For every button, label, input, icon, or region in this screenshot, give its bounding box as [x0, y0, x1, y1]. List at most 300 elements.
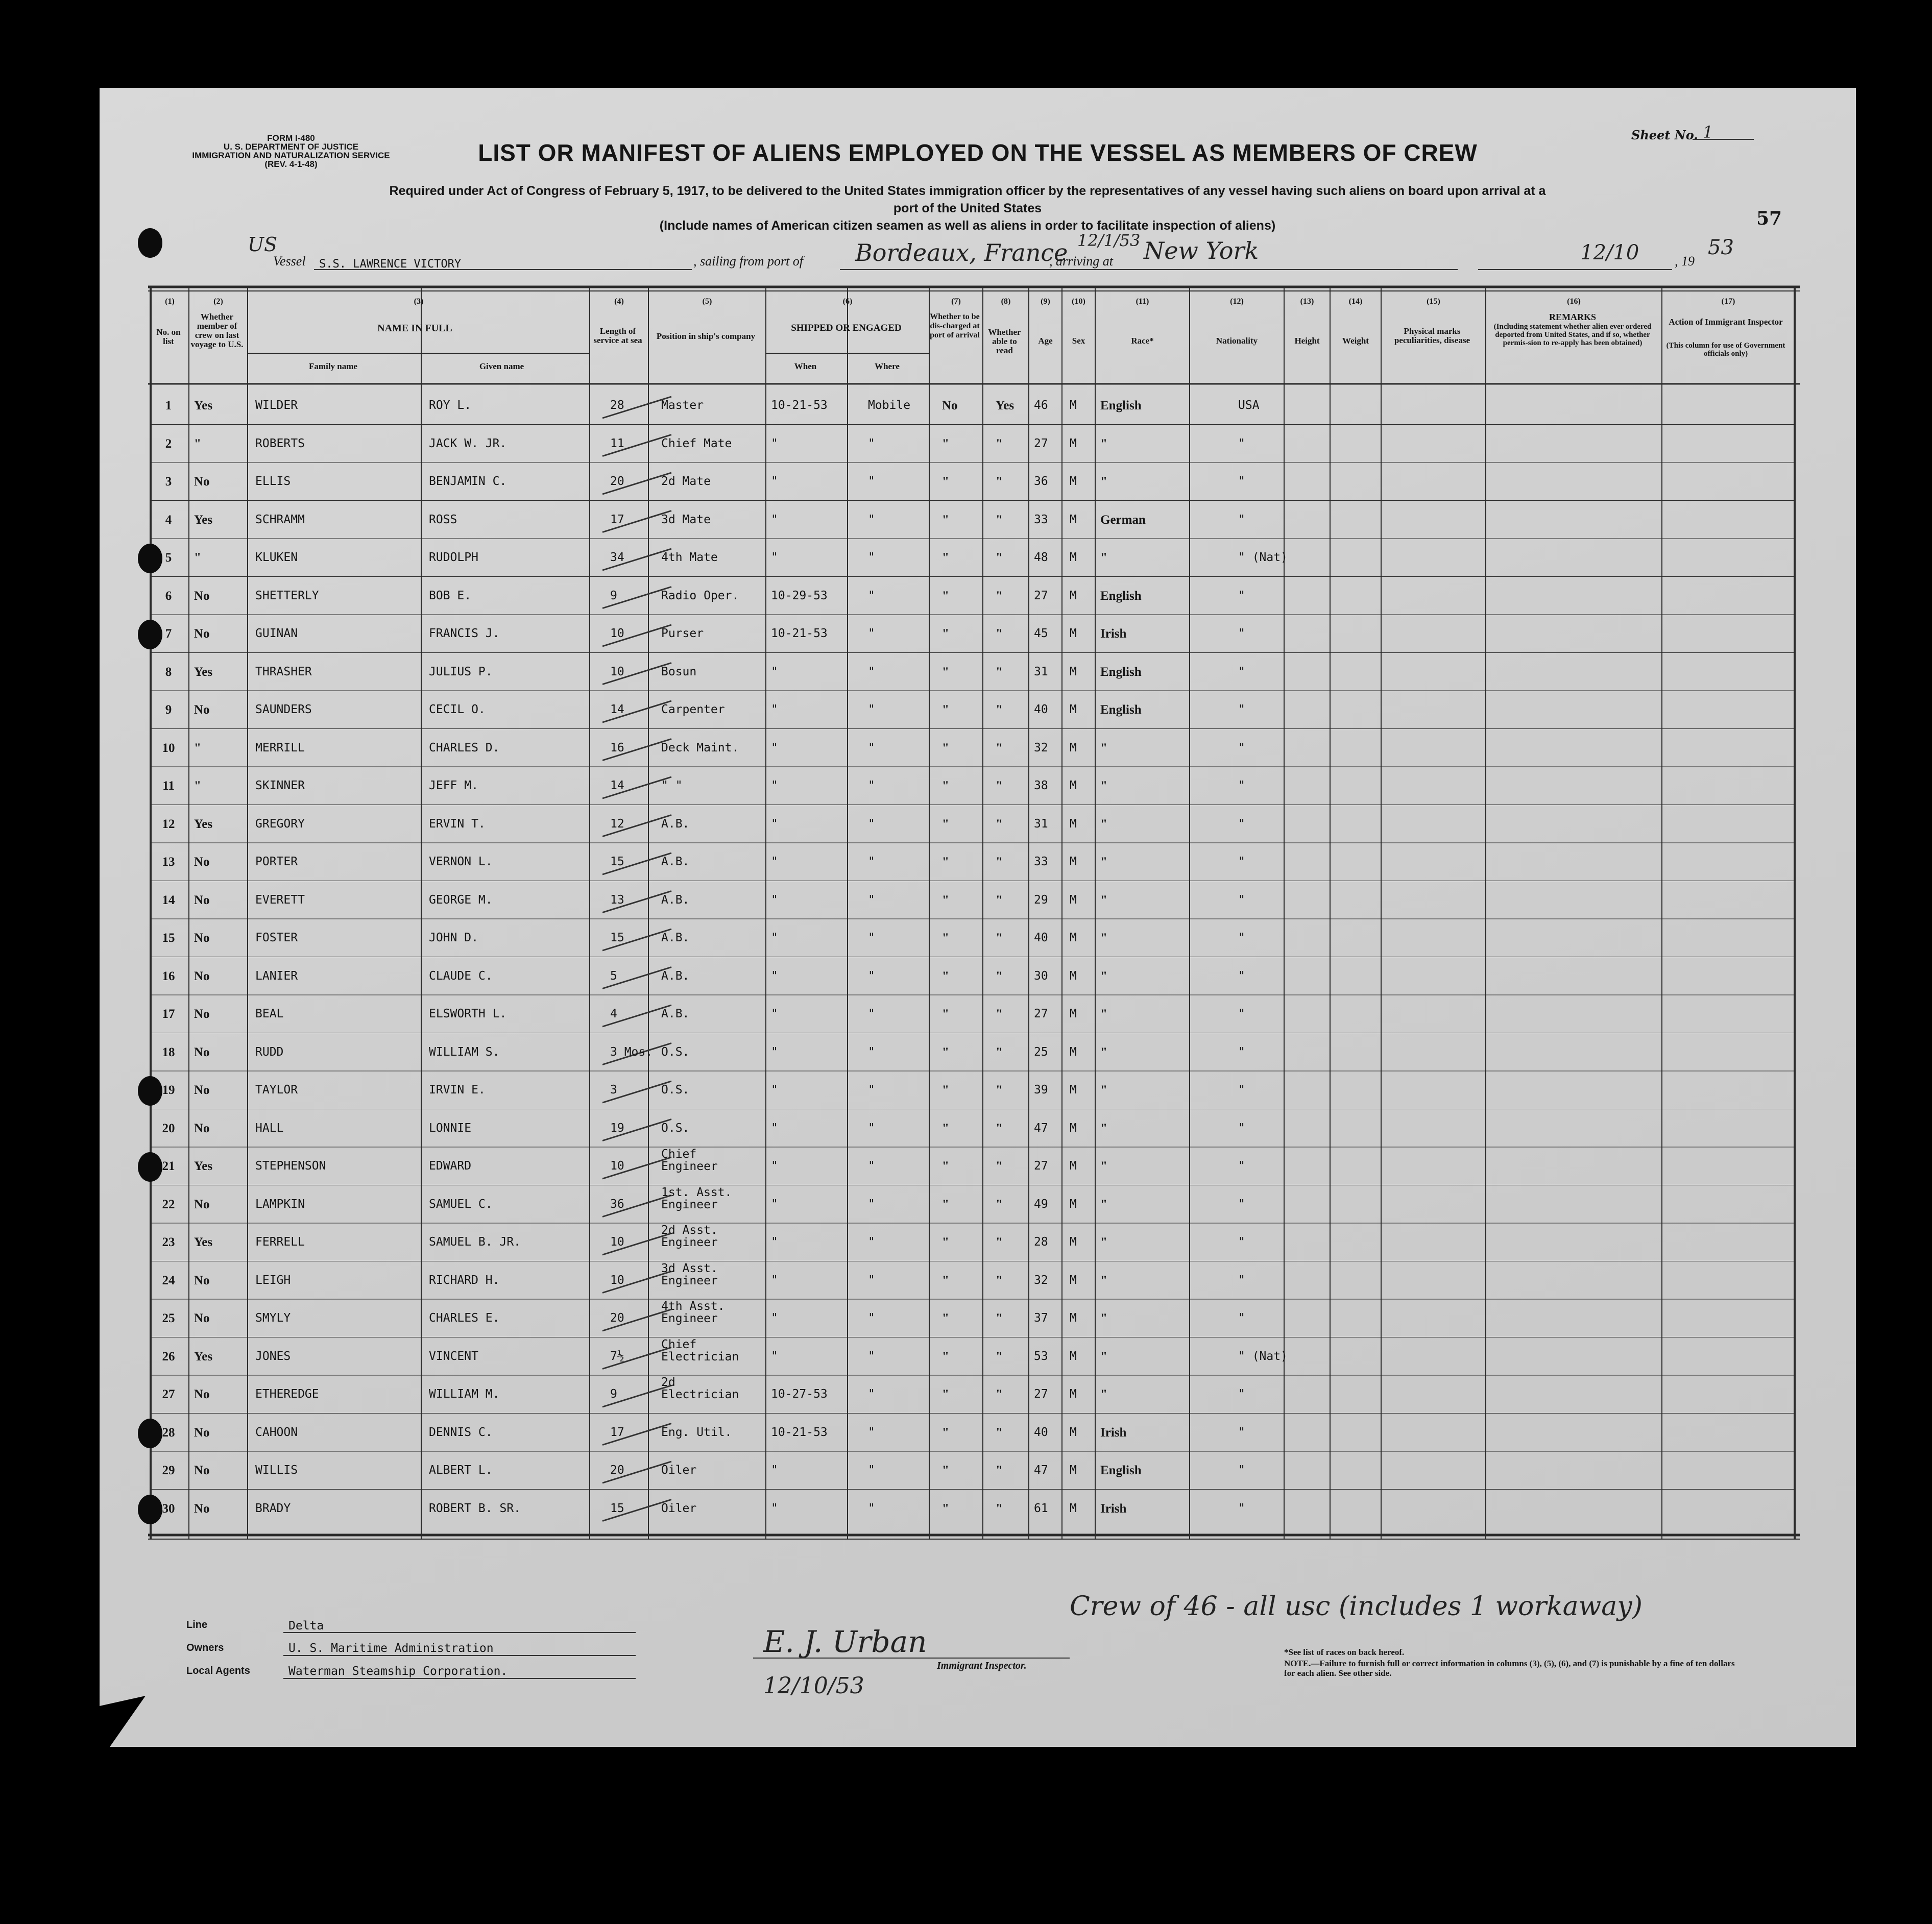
- owners-label: Owners: [186, 1642, 224, 1653]
- cell-age: 27: [1034, 436, 1048, 450]
- cell-no: 19: [162, 1083, 175, 1097]
- cell-sex: M: [1070, 627, 1077, 640]
- cell-no: 16: [162, 969, 175, 983]
- cell-family: LAMPKIN: [255, 1197, 305, 1211]
- cell-given: RUDOLPH: [429, 551, 478, 564]
- cell-prev: No: [194, 969, 210, 983]
- cell-family: GUINAN: [255, 627, 298, 640]
- cell-where: ": [868, 1501, 875, 1515]
- cell-length: 28: [610, 399, 624, 412]
- cell-discharged: ": [942, 551, 949, 565]
- punch-hole: [138, 1152, 162, 1182]
- cell-age: 33: [1034, 855, 1048, 868]
- cell-no: 20: [162, 1121, 175, 1135]
- cell-when: ": [771, 1197, 778, 1211]
- cell-sex: M: [1070, 1349, 1077, 1363]
- cell-nationality: ": [1238, 1501, 1245, 1515]
- cell-position: 4th Asst. Engineer: [661, 1300, 725, 1325]
- cell-position: 1st. Asst. Engineer: [661, 1185, 732, 1211]
- cell-given: CHARLES E.: [429, 1311, 500, 1325]
- cell-when: ": [771, 969, 778, 983]
- cell-where: ": [868, 779, 875, 792]
- cell-when: ": [771, 855, 778, 868]
- column-number: (15): [1427, 297, 1440, 306]
- cell-discharged: ": [942, 1007, 949, 1021]
- cell-sex: M: [1070, 741, 1077, 754]
- cell-when: ": [771, 1007, 778, 1020]
- cell-family: LEIGH: [255, 1273, 291, 1287]
- cell-read: ": [996, 665, 1003, 679]
- department-name: U. S. DEPARTMENT OF JUSTICE: [223, 142, 359, 152]
- cell-race: ": [1100, 1083, 1107, 1097]
- cell-prev: No: [194, 1387, 210, 1401]
- cell-prev: No: [194, 627, 210, 641]
- cell-where: Mobile: [868, 399, 911, 412]
- cell-when: ": [771, 1121, 778, 1135]
- cell-family: RUDD: [255, 1045, 284, 1059]
- cell-read: ": [996, 551, 1003, 565]
- cell-read: ": [996, 1464, 1003, 1477]
- cell-no: 30: [162, 1501, 175, 1516]
- punch-hole: [138, 620, 162, 649]
- column-number: (17): [1721, 297, 1735, 306]
- cell-position: 2d Electrician: [661, 1376, 739, 1401]
- cell-prev: No: [194, 1121, 210, 1135]
- cell-position: A.B.: [661, 931, 690, 944]
- cell-when: ": [771, 817, 778, 831]
- cell-no: 23: [162, 1235, 175, 1249]
- cell-read: ": [996, 1425, 1003, 1440]
- cell-read: ": [996, 589, 1003, 603]
- cell-length: 12: [610, 817, 624, 831]
- cell-where: ": [868, 1045, 875, 1059]
- cell-family: FERRELL: [255, 1235, 305, 1249]
- cell-race: ": [1100, 1121, 1107, 1135]
- cell-race: ": [1100, 1197, 1107, 1211]
- cell-discharged: ": [942, 1425, 949, 1440]
- cell-sex: M: [1070, 513, 1077, 526]
- cell-race: ": [1100, 1311, 1107, 1325]
- cell-nationality: ": [1238, 1235, 1245, 1249]
- cell-where: ": [868, 475, 875, 488]
- cell-age: 38: [1034, 779, 1048, 792]
- cell-discharged: ": [942, 1311, 949, 1325]
- cell-where: ": [868, 1311, 875, 1325]
- cell-length: 15: [610, 931, 624, 944]
- cell-discharged: ": [942, 893, 949, 907]
- cell-family: KLUKEN: [255, 551, 298, 564]
- cell-no: 15: [162, 931, 175, 945]
- cell-discharged: ": [942, 817, 949, 831]
- cell-nationality: ": [1238, 1045, 1245, 1059]
- cell-when: 10-29-53: [771, 589, 828, 602]
- page-number: 57: [1756, 208, 1782, 229]
- cell-family: GREGORY: [255, 817, 305, 831]
- cell-given: BENJAMIN C.: [429, 475, 507, 488]
- cell-position: 3d Mate: [661, 513, 711, 526]
- cell-no: 24: [162, 1273, 175, 1287]
- cell-when: ": [771, 1083, 778, 1097]
- cell-race: English: [1100, 665, 1142, 679]
- cell-discharged: ": [942, 436, 949, 451]
- fine-note: NOTE.—Failure to furnish full or correct information in columns (3), (5), (6), and (7) is punishable by a fine of ten dollars for each alien. See other side.: [1284, 1659, 1735, 1678]
- cell-sex: M: [1070, 703, 1077, 716]
- cell-where: ": [868, 1273, 875, 1287]
- cell-position: Oiler: [661, 1501, 697, 1515]
- cell-discharged: ": [942, 1235, 949, 1249]
- header-physical: Physical marks peculiarities, disease: [1394, 326, 1470, 345]
- cell-prev: No: [194, 1007, 210, 1021]
- cell-no: 18: [162, 1045, 175, 1059]
- cell-read: ": [996, 627, 1003, 641]
- cell-age: 27: [1034, 1159, 1048, 1173]
- cell-where: ": [868, 1349, 875, 1363]
- cell-when: ": [771, 475, 778, 488]
- cell-when: 10-21-53: [771, 399, 828, 412]
- cell-given: ALBERT L.: [429, 1464, 493, 1477]
- cell-race: ": [1100, 551, 1107, 565]
- cell-when: ": [771, 665, 778, 678]
- cell-family: SMYLY: [255, 1311, 291, 1325]
- cell-given: WILLIAM S.: [429, 1045, 500, 1059]
- header-when: When: [794, 361, 817, 371]
- cell-nationality: " (Nat): [1238, 551, 1288, 564]
- header-sex: Sex: [1072, 336, 1085, 346]
- cell-age: 27: [1034, 1007, 1048, 1020]
- cell-no: 2: [165, 436, 172, 451]
- cell-position: Oiler: [661, 1464, 697, 1477]
- cell-race: ": [1100, 893, 1107, 907]
- cell-when: ": [771, 1464, 778, 1477]
- cell-age: 40: [1034, 703, 1048, 716]
- cell-where: ": [868, 703, 875, 716]
- cell-where: ": [868, 969, 875, 983]
- cell-read: ": [996, 1159, 1003, 1173]
- cell-race: ": [1100, 1235, 1107, 1249]
- cell-length: 3: [610, 1083, 617, 1097]
- cell-sex: M: [1070, 855, 1077, 868]
- cell-position: O.S.: [661, 1083, 690, 1097]
- cell-length: 19: [610, 1121, 624, 1135]
- cell-nationality: ": [1238, 1311, 1245, 1325]
- cell-race: ": [1100, 1349, 1107, 1363]
- cell-age: 45: [1034, 627, 1048, 640]
- cell-discharged: ": [942, 1273, 949, 1287]
- subtitle-line-1: Required under Act of Congress of February 5, 1917, to be delivered to the United States immigration officer by the representatives of any vessel having such aliens on board upon arrival at a: [389, 184, 1546, 198]
- cell-sex: M: [1070, 931, 1077, 944]
- cell-family: CAHOON: [255, 1425, 298, 1439]
- cell-family: SAUNDERS: [255, 703, 312, 716]
- cell-race: ": [1100, 741, 1107, 755]
- cell-nationality: ": [1238, 1425, 1245, 1439]
- header-position: Position in ship's company: [656, 331, 756, 341]
- header-action-note: (This column for use of Government officials only): [1666, 342, 1785, 358]
- cell-discharged: ": [942, 1387, 949, 1401]
- cell-given: ELSWORTH L.: [429, 1007, 507, 1020]
- cell-length: 16: [610, 741, 624, 754]
- cell-where: ": [868, 551, 875, 564]
- column-number: (14): [1348, 297, 1363, 306]
- cell-read: ": [996, 1387, 1003, 1401]
- cell-prev: No: [194, 1501, 210, 1516]
- sheet-label: Sheet No.: [1631, 128, 1698, 142]
- cell-position: O.S.: [661, 1045, 690, 1059]
- crew-note: Crew of 46 - all usc (includes 1 workaway): [1070, 1591, 1643, 1622]
- cell-discharged: ": [942, 703, 949, 717]
- cell-age: 28: [1034, 1235, 1048, 1249]
- cell-nationality: ": [1238, 1387, 1245, 1401]
- cell-where: ": [868, 1007, 875, 1020]
- cell-when: ": [771, 551, 778, 564]
- cell-prev: Yes: [194, 1349, 213, 1363]
- cell-length: 11: [610, 436, 624, 450]
- cell-sex: M: [1070, 1007, 1077, 1020]
- cell-race: ": [1100, 931, 1107, 945]
- cell-position: Carpenter: [661, 703, 725, 716]
- header-nationality: Nationality: [1216, 336, 1258, 346]
- cell-length: 3 Mos.: [610, 1045, 653, 1059]
- header-weight: Weight: [1342, 336, 1369, 346]
- cell-age: 27: [1034, 1387, 1048, 1401]
- cell-sex: M: [1070, 1121, 1077, 1135]
- cell-age: 31: [1034, 665, 1048, 678]
- cell-sex: M: [1070, 893, 1077, 907]
- cell-prev: Yes: [194, 665, 213, 679]
- cell-discharged: ": [942, 513, 949, 527]
- cell-length: 4: [610, 1007, 617, 1020]
- sheet-number: 1: [1703, 123, 1713, 142]
- column-number: (12): [1230, 297, 1244, 306]
- cell-when: 10-21-53: [771, 627, 828, 640]
- cell-nationality: ": [1238, 1121, 1245, 1135]
- cell-no: 21: [162, 1159, 175, 1173]
- cell-position: Chief Electrician: [661, 1337, 739, 1363]
- cell-nationality: ": [1238, 1083, 1245, 1097]
- cell-family: ETHEREDGE: [255, 1387, 319, 1401]
- cell-family: SCHRAMM: [255, 513, 305, 526]
- cell-family: WILLIS: [255, 1464, 298, 1477]
- cell-given: WILLIAM M.: [429, 1387, 500, 1401]
- cell-length: 34: [610, 551, 624, 564]
- cell-position: 3d Asst. Engineer: [661, 1261, 718, 1287]
- cell-family: MERRILL: [255, 741, 305, 754]
- cell-where: ": [868, 741, 875, 754]
- cell-when: ": [771, 436, 778, 450]
- cell-race: ": [1100, 436, 1107, 451]
- cell-prev: No: [194, 703, 210, 717]
- cell-position: Deck Maint.: [661, 741, 739, 754]
- header-remarks: REMARKS: [1549, 312, 1596, 322]
- form-revision: (REV. 4-1-48): [264, 159, 318, 169]
- arriving-port: New York: [1144, 237, 1259, 264]
- cell-given: ROSS: [429, 513, 457, 526]
- cell-read: ": [996, 1311, 1003, 1325]
- cell-read: Yes: [996, 399, 1015, 412]
- cell-nationality: ": [1238, 931, 1245, 944]
- cell-sex: M: [1070, 475, 1077, 488]
- cell-position: 4th Mate: [661, 551, 718, 564]
- cell-position: A.B.: [661, 817, 690, 831]
- cell-where: ": [868, 893, 875, 907]
- cell-discharged: ": [942, 1464, 949, 1477]
- cell-read: ": [996, 741, 1003, 755]
- cell-read: ": [996, 817, 1003, 831]
- cell-nationality: ": [1238, 817, 1245, 831]
- cell-given: CLAUDE C.: [429, 969, 493, 983]
- cell-sex: M: [1070, 1235, 1077, 1249]
- cell-age: 32: [1034, 741, 1048, 754]
- cell-where: ": [868, 1464, 875, 1477]
- cell-discharged: ": [942, 741, 949, 755]
- cell-given: FRANCIS J.: [429, 627, 500, 640]
- inspector-signature: E. J. Urban: [763, 1624, 927, 1659]
- cell-no: 6: [165, 589, 172, 603]
- cell-given: LONNIE: [429, 1121, 472, 1135]
- column-number: (11): [1136, 297, 1149, 306]
- cell-position: Purser: [661, 627, 704, 640]
- vessel-label: Vessel: [273, 254, 306, 269]
- cell-read: ": [996, 513, 1003, 527]
- cell-when: ": [771, 1273, 778, 1287]
- header-length: Length of service at sea: [593, 326, 642, 345]
- cell-nationality: ": [1238, 1464, 1245, 1477]
- sailing-date: 12/1/53: [1077, 231, 1141, 250]
- cell-where: ": [868, 1425, 875, 1439]
- races-note: *See list of races on back hereof.: [1284, 1647, 1405, 1657]
- cell-when: ": [771, 1501, 778, 1515]
- cell-race: ": [1100, 1273, 1107, 1287]
- cell-where: ": [868, 1387, 875, 1401]
- cell-nationality: ": [1238, 475, 1245, 488]
- cell-family: HALL: [255, 1121, 284, 1135]
- cell-age: 47: [1034, 1464, 1048, 1477]
- cell-position: 2d Mate: [661, 475, 711, 488]
- cell-prev: No: [194, 589, 210, 603]
- cell-family: LANIER: [255, 969, 298, 983]
- cell-discharged: ": [942, 931, 949, 945]
- cell-where: ": [868, 817, 875, 831]
- cell-age: 48: [1034, 551, 1048, 564]
- cell-read: ": [996, 1121, 1003, 1135]
- cell-discharged: ": [942, 1349, 949, 1363]
- cell-position: Chief Mate: [661, 436, 732, 450]
- column-number: (3): [414, 297, 424, 306]
- arriving-label: , arriving at: [1049, 254, 1113, 269]
- cell-discharged: ": [942, 969, 949, 983]
- cell-read: ": [996, 931, 1003, 945]
- cell-race: English: [1100, 399, 1142, 412]
- cell-sex: M: [1070, 817, 1077, 831]
- punch-hole: [138, 544, 162, 573]
- cell-nationality: " (Nat): [1238, 1349, 1288, 1363]
- cell-nationality: ": [1238, 741, 1245, 754]
- vessel-name: S.S. LAWRENCE VICTORY: [319, 258, 462, 271]
- cell-given: GEORGE M.: [429, 893, 493, 907]
- cell-family: WILDER: [255, 399, 298, 412]
- column-number: (1): [165, 297, 175, 306]
- cell-discharged: ": [942, 855, 949, 869]
- cell-length: 10: [610, 665, 624, 678]
- cell-age: 25: [1034, 1045, 1048, 1059]
- cell-race: Irish: [1100, 1501, 1127, 1516]
- owners-value: U. S. Maritime Administration: [288, 1642, 494, 1655]
- cell-given: JEFF M.: [429, 779, 478, 792]
- cell-given: VINCENT: [429, 1349, 478, 1363]
- cell-read: ": [996, 1349, 1003, 1363]
- cell-race: ": [1100, 475, 1107, 489]
- cell-nationality: ": [1238, 627, 1245, 640]
- cell-when: 10-21-53: [771, 1425, 828, 1439]
- cell-read: ": [996, 1045, 1003, 1059]
- cell-prev: Yes: [194, 399, 213, 412]
- cell-discharged: ": [942, 1045, 949, 1059]
- cell-read: ": [996, 969, 1003, 983]
- cell-family: EVERETT: [255, 893, 305, 907]
- cell-age: 40: [1034, 931, 1048, 944]
- cell-where: ": [868, 855, 875, 868]
- service-name: IMMIGRATION AND NATURALIZATION SERVICE: [192, 151, 390, 160]
- cell-discharged: ": [942, 665, 949, 679]
- cell-position: A.B.: [661, 969, 690, 983]
- cell-discharged: ": [942, 589, 949, 603]
- cell-given: ROY L.: [429, 399, 472, 412]
- cell-prev: Yes: [194, 1235, 213, 1249]
- cell-family: TAYLOR: [255, 1083, 298, 1097]
- cell-sex: M: [1070, 436, 1077, 450]
- line-label: Line: [186, 1619, 208, 1630]
- cell-when: ": [771, 513, 778, 526]
- cell-given: ROBERT B. SR.: [429, 1501, 521, 1515]
- cell-length: 13: [610, 893, 624, 907]
- cell-prev: ": [194, 551, 201, 565]
- cell-length: 10: [610, 627, 624, 640]
- cell-family: ELLIS: [255, 475, 291, 488]
- cell-race: English: [1100, 589, 1142, 603]
- cell-age: 32: [1034, 1273, 1048, 1287]
- cell-no: 7: [165, 627, 172, 641]
- cell-no: 25: [162, 1311, 175, 1325]
- cell-family: JONES: [255, 1349, 291, 1363]
- cell-length: 17: [610, 513, 624, 526]
- cell-sex: M: [1070, 1197, 1077, 1211]
- cell-no: 13: [162, 855, 175, 869]
- cell-position: A.B.: [661, 1007, 690, 1020]
- cell-discharged: ": [942, 1501, 949, 1516]
- cell-sex: M: [1070, 1083, 1077, 1097]
- cell-prev: Yes: [194, 513, 213, 527]
- cell-length: 9: [610, 589, 617, 602]
- punch-hole: [138, 1495, 162, 1524]
- cell-where: ": [868, 1159, 875, 1173]
- cell-discharged: ": [942, 1121, 949, 1135]
- cell-given: IRVIN E.: [429, 1083, 486, 1097]
- cell-nationality: ": [1238, 436, 1245, 450]
- header-age: Age: [1038, 336, 1053, 346]
- cell-no: 8: [165, 665, 172, 679]
- column-number: (10): [1072, 297, 1085, 306]
- cell-nationality: ": [1238, 893, 1245, 907]
- cell-family: BRADY: [255, 1501, 291, 1515]
- cell-sex: M: [1070, 1425, 1077, 1439]
- cell-where: ": [868, 931, 875, 944]
- cell-race: German: [1100, 513, 1146, 527]
- cell-no: 1: [165, 399, 172, 412]
- cell-no: 29: [162, 1464, 175, 1477]
- cell-when: ": [771, 703, 778, 716]
- cell-sex: M: [1070, 399, 1077, 412]
- cell-length: 10: [610, 1273, 624, 1287]
- column-number: (4): [614, 297, 624, 306]
